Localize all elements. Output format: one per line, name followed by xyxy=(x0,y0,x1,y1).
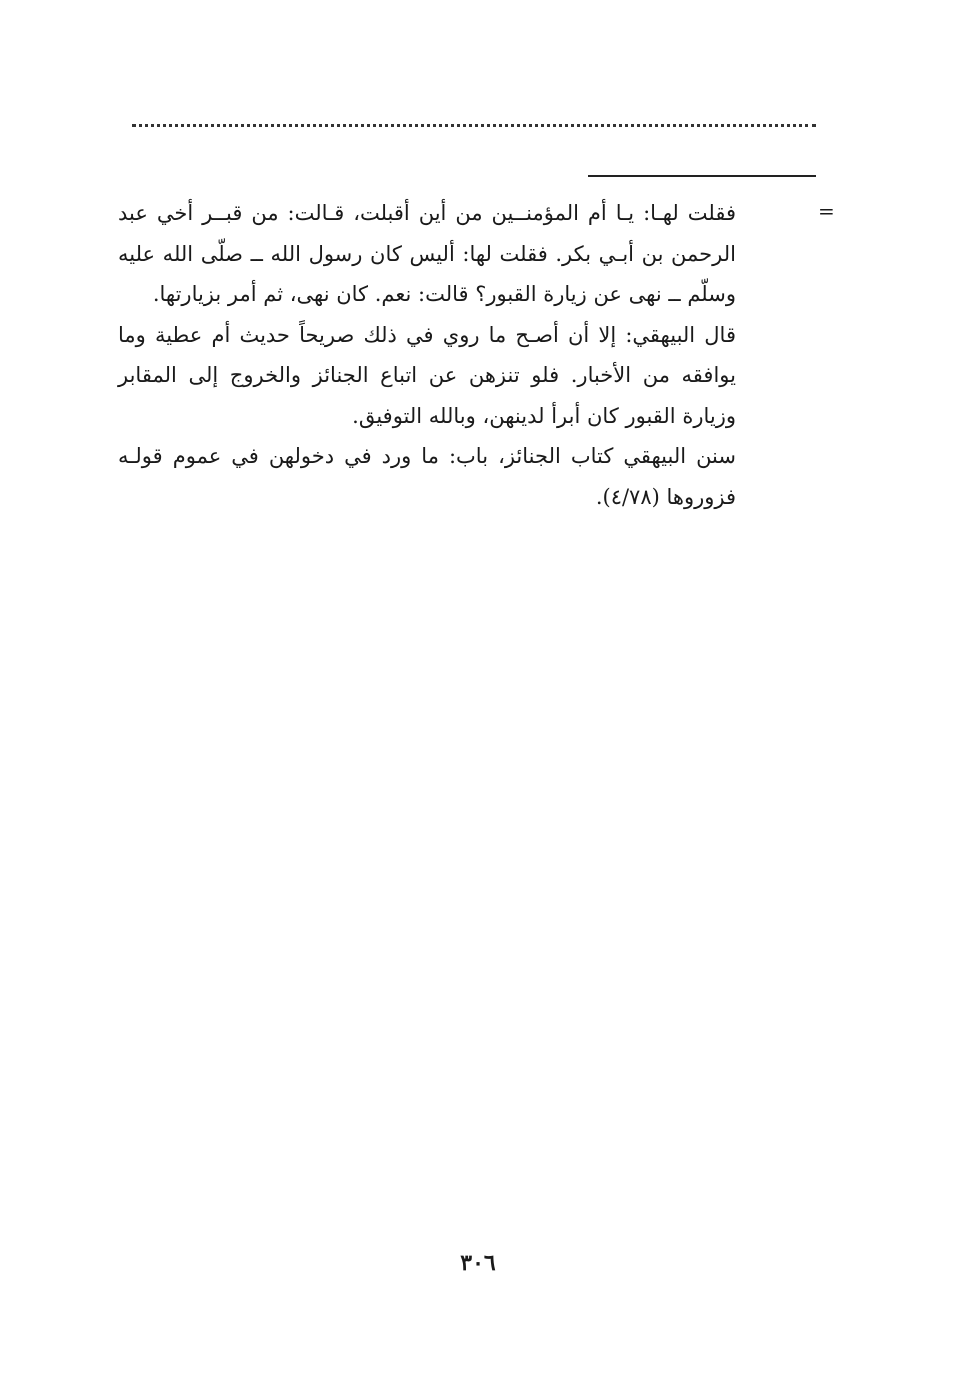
footnote-rule xyxy=(588,175,816,177)
page-number: ٣٠٦ xyxy=(460,1250,496,1276)
continuation-mark: = xyxy=(818,199,835,223)
footnote-paragraph: فقلت لهـا: يـا أم المؤمنــين من أين أقبلت، قـالت: من قبــر أخي عبد الرحمن بن أبـي بكر. فقلت لها: أليس كان رسول الله ــ صلّى الله عليه وسلّم ــ نهى عن زيارة القبور؟ قالت: نعم. كان نهى، ثم أمر بزيارتها. xyxy=(118,201,736,306)
footnote-paragraph: سنن البيهقي كتاب الجنائز، باب: ما ورد في دخولهن في عموم قولـه فزوروها (٤/٧٨). xyxy=(118,444,736,509)
footnote-paragraph: قال البيهقي: إلا أن أصـح ما روي في ذلك صريحاً حديث أم عطية وما يوافقه من الأخبار. فلو تنزهن عن اتباع الجنائز والخروج إلى المقابر وزيارة القبور كان أبرأ لدينهن، وبالله التوفيق. xyxy=(118,322,736,428)
dotted-separator xyxy=(132,124,816,127)
footnote-block xyxy=(118,193,736,517)
